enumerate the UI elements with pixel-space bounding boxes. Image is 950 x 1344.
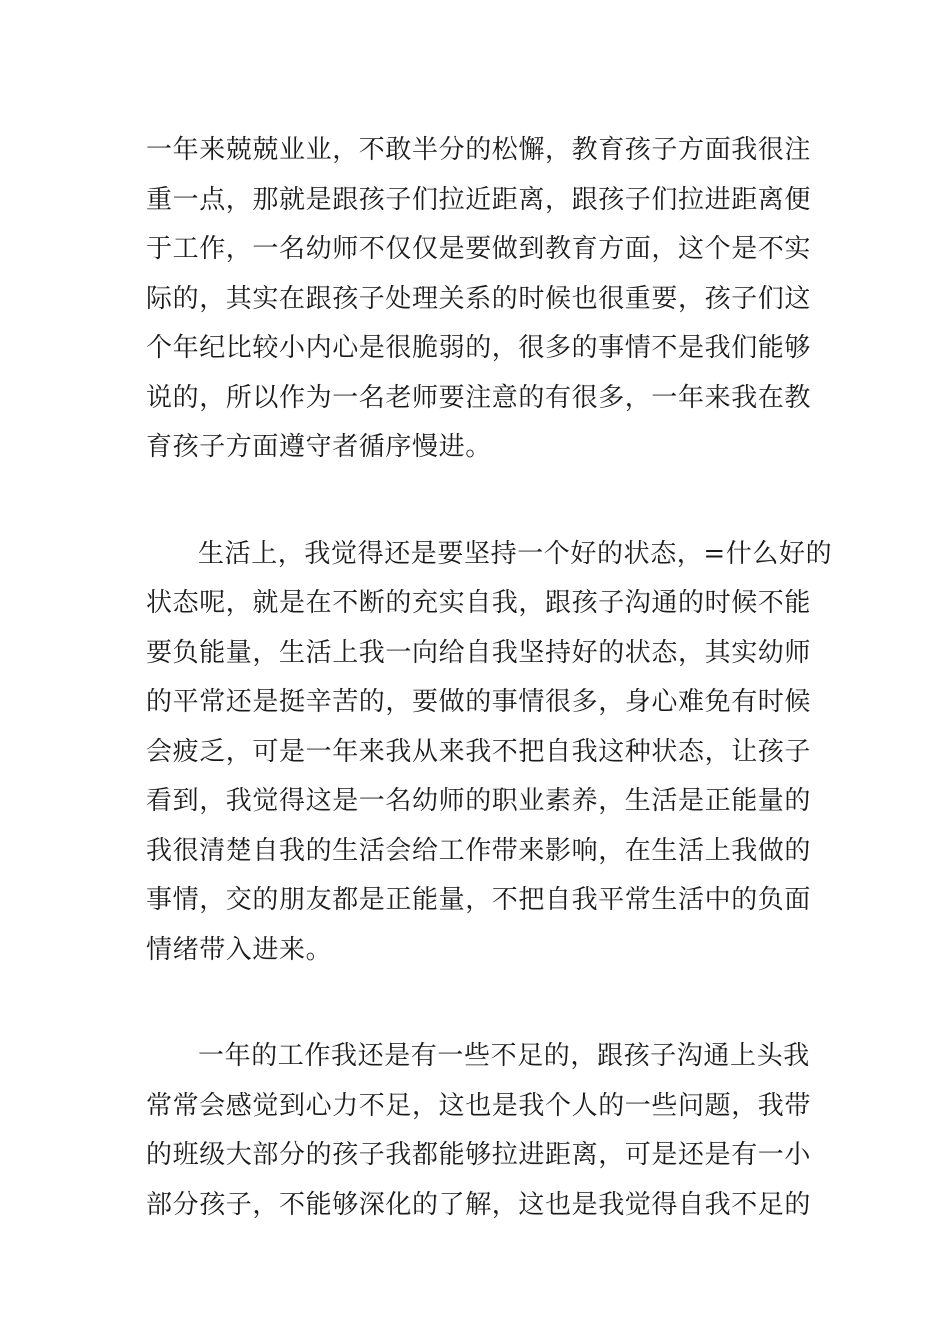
text-line: 个年纪比较小内心是很脆弱的，很多的事情不是我们能够 xyxy=(146,333,812,363)
text-line: 于工作，一名幼师不仅仅是要做到教育方面，这个是不实 xyxy=(146,234,812,264)
text-line: 事情，交的朋友都是正能量，不把自我平常生活中的负面 xyxy=(146,885,812,915)
text-line: 状态呢，就是在不断的充实自我，跟孩子沟通的时候不能 xyxy=(146,588,812,618)
paragraph-1 xyxy=(146,126,812,473)
paragraph-3 xyxy=(146,1032,812,1230)
paragraph-spacer xyxy=(146,975,808,1032)
paragraph-spacer xyxy=(146,473,808,530)
text-line: 常常会感觉到心力不足，这也是我个人的一些问题，我带 xyxy=(146,1090,812,1121)
text-line: 要负能量，生活上我一向给自我坚持好的状态，其实幼师 xyxy=(146,637,812,668)
text-line: 一年来兢兢业业，不敢半分的松懈，教育孩子方面我很注 xyxy=(146,135,812,165)
text-line: 情绪带入进来。 xyxy=(146,934,333,965)
document-page xyxy=(146,126,833,1230)
text-line: 部分孩子，不能够深化的了解，这也是我觉得自我不足的 xyxy=(146,1189,812,1220)
text-line: 重一点，那就是跟孩子们拉近距离，跟孩子们拉进距离便 xyxy=(146,184,812,215)
text-line: 一年的工作我还是有一些不足的，跟孩子沟通上头我 xyxy=(198,1041,810,1071)
text-line: 际的，其实在跟孩子处理关系的时候也很重要，孩子们这 xyxy=(146,283,812,314)
paragraph-2 xyxy=(146,530,833,976)
text-line: 的班级大部分的孩子我都能够拉进距离，可是还是有一小 xyxy=(146,1140,812,1170)
text-line: 会疲乏，可是一年来我从来我不把自我这种状态，让孩子 xyxy=(146,736,812,767)
text-line: 看到，我觉得这是一名幼师的职业素养，生活是正能量的 xyxy=(146,786,812,816)
text-line: 说的，所以作为一名老师要注意的有很多，一年来我在教 xyxy=(146,382,812,413)
text-line: 生活上，我觉得还是要坚持一个好的状态，=什么好的 xyxy=(198,538,833,569)
text-line: 育孩子方面遵守者循序慢进。 xyxy=(146,432,492,462)
text-line: 的平常还是挺辛苦的，要做的事情很多，身心难免有时候 xyxy=(146,687,812,717)
text-line: 我很清楚自我的生活会给工作带来影响，在生活上我做的 xyxy=(146,835,812,866)
